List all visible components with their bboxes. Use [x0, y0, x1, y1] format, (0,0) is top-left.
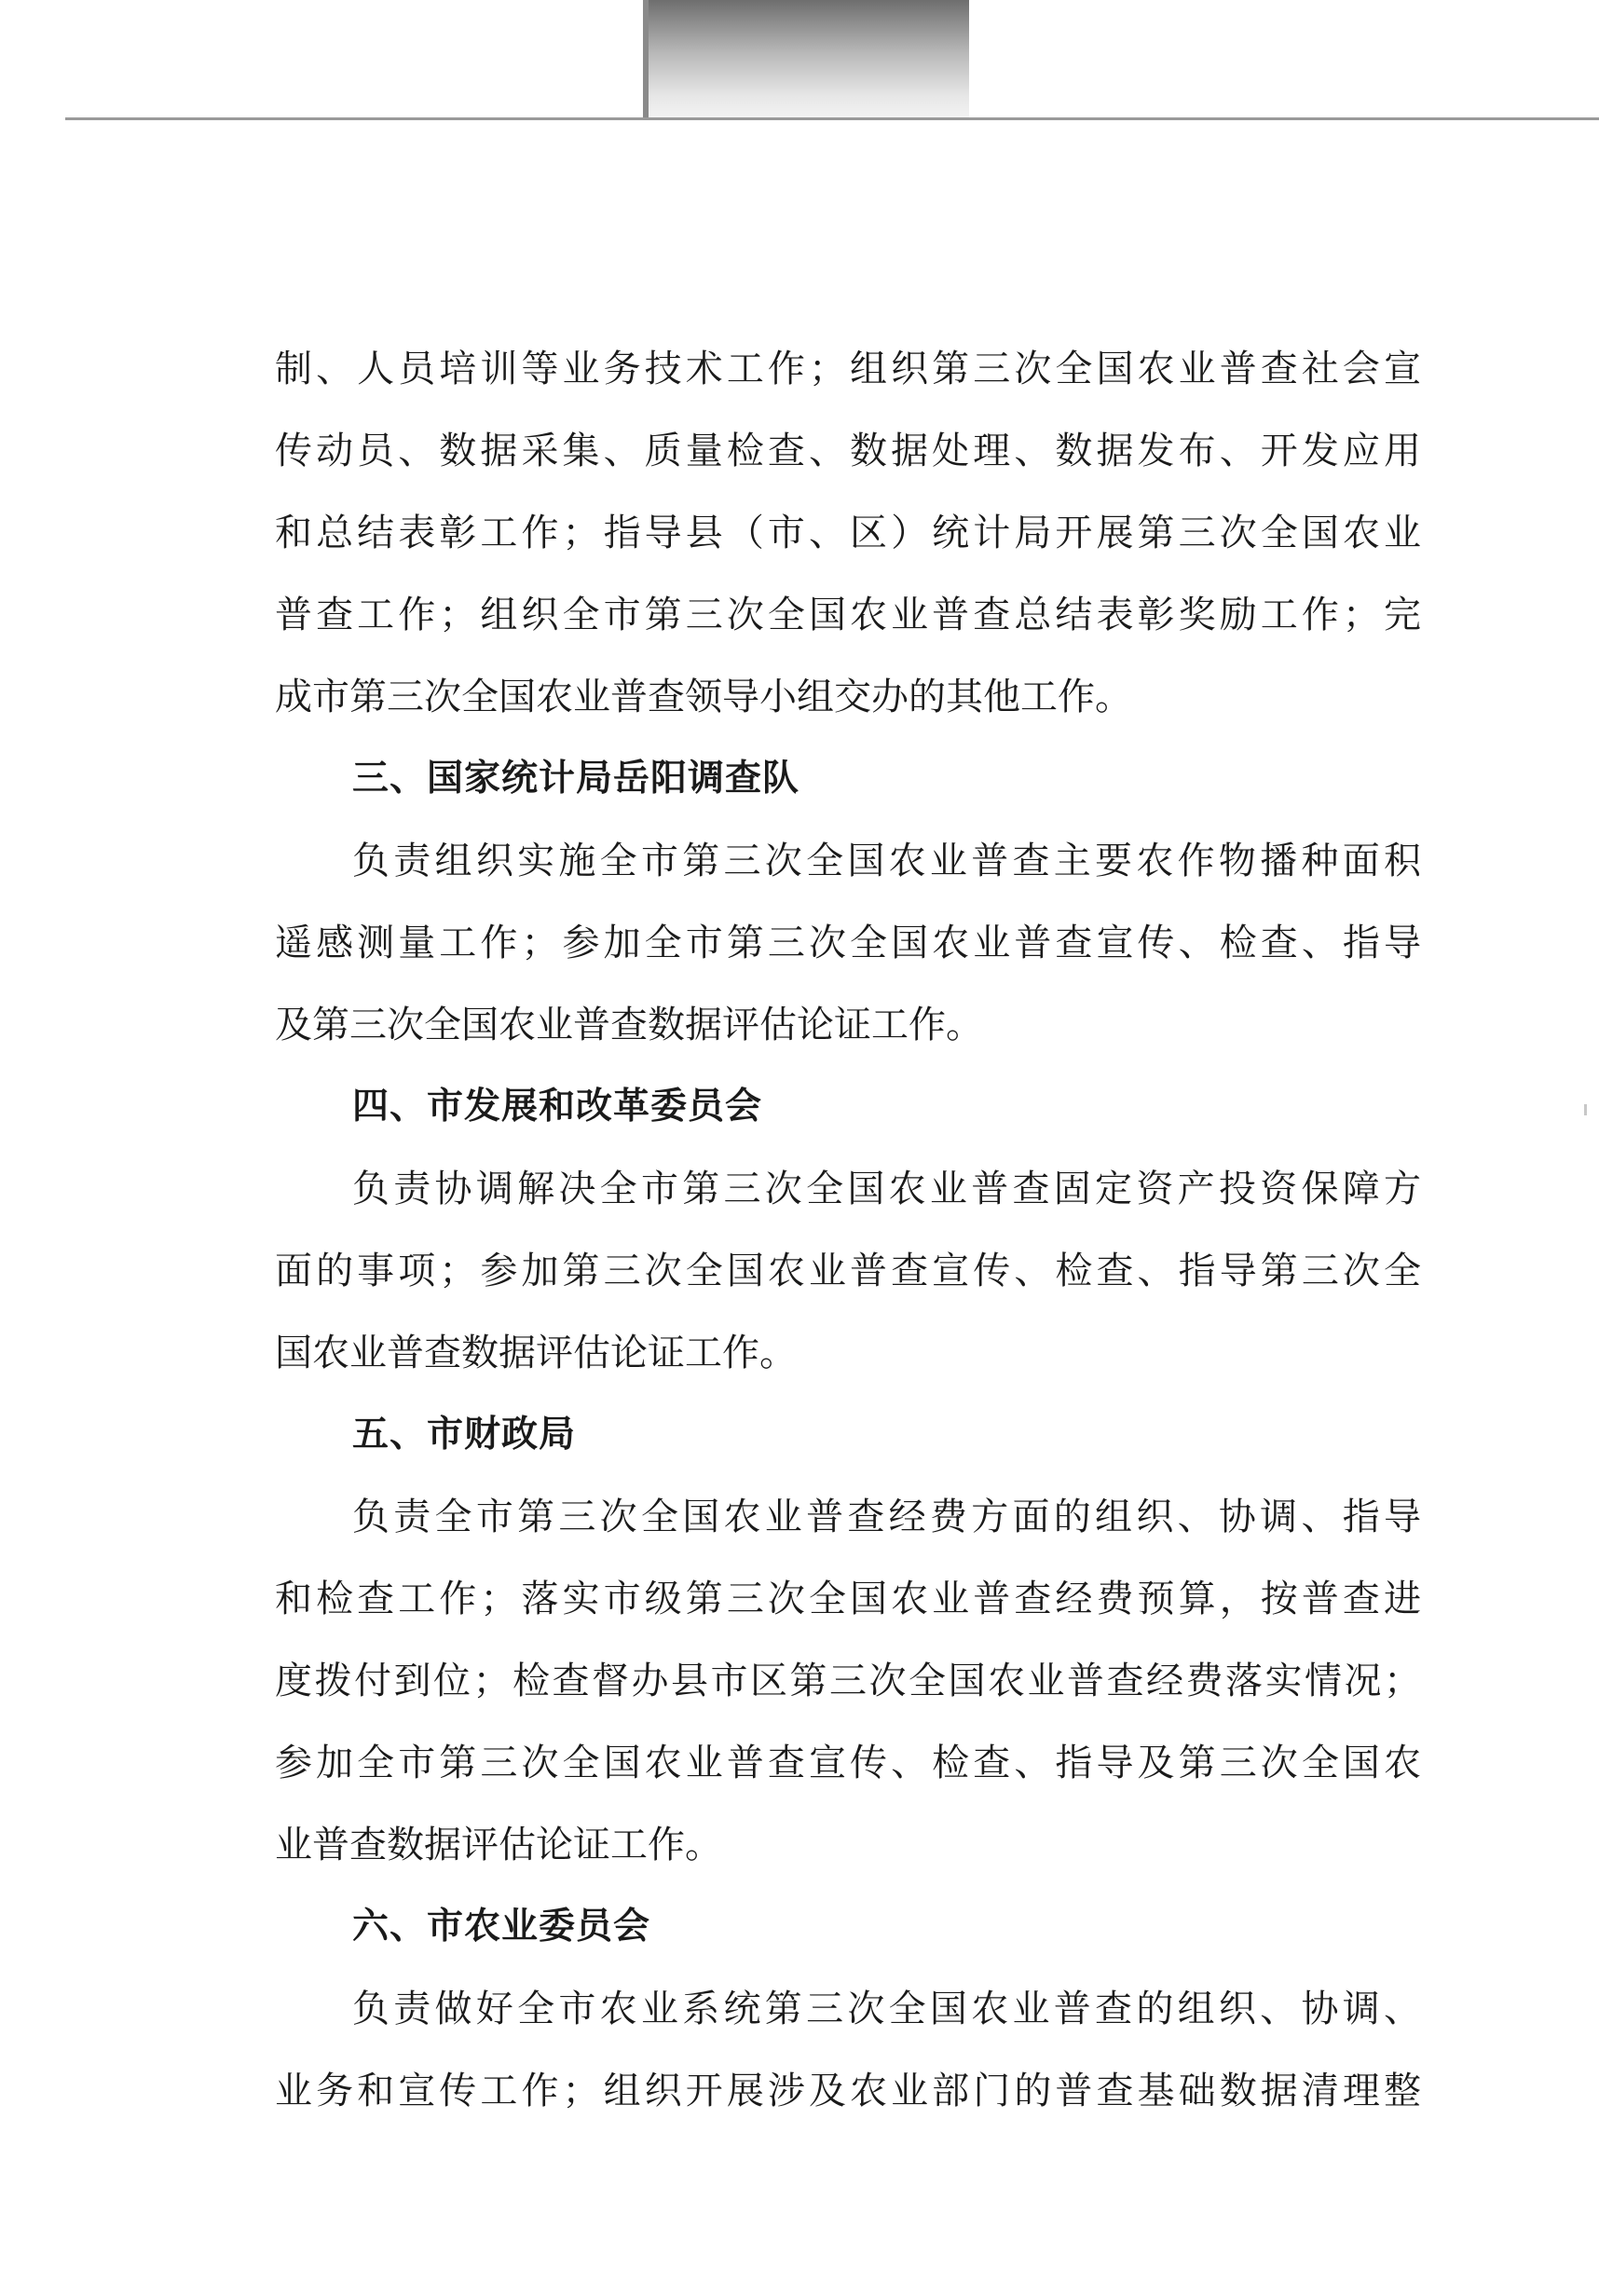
paragraph-1-line-2: 传动员、数据采集、质量检查、数据处理、数据发布、开发应用	[275, 430, 1421, 472]
paragraph-5-line-3: 度拨付到位；检查督办县市区第三次全国农业普查经费落实情况；	[275, 1660, 1421, 1702]
section-3-heading: 三、国家统计局岳阳调查队	[352, 758, 800, 800]
paragraph-3-line-3: 及第三次全国农业普查数据评估论证工作。	[275, 1004, 983, 1046]
paragraph-3-line-1: 负责组织实施全市第三次全国农业普查主要农作物播种面积	[352, 840, 1421, 882]
paragraph-4-line-2: 面的事项；参加第三次全国农业普查宣传、检查、指导第三次全	[275, 1250, 1421, 1292]
paragraph-5-line-5: 业普查数据评估论证工作。	[275, 1824, 722, 1866]
section-4-heading: 四、市发展和改革委员会	[352, 1086, 763, 1128]
paragraph-4-line-1: 负责协调解决全市第三次全国农业普查固定资产投资保障方	[352, 1168, 1421, 1210]
section-6-heading: 六、市农业委员会	[352, 1906, 651, 1948]
section-5-heading: 五、市财政局	[352, 1414, 577, 1456]
paragraph-4-line-3: 国农业普查数据评估论证工作。	[275, 1332, 797, 1374]
paragraph-6-line-2: 业务和宣传工作；组织开展涉及农业部门的普查基础数据清理整	[275, 2070, 1421, 2112]
paragraph-5-line-4: 参加全市第三次全国农业普查宣传、检查、指导及第三次全国农	[275, 1742, 1421, 1784]
paragraph-5-line-2: 和检查工作；落实市级第三次全国农业普查经费预算，按普查进	[275, 1578, 1421, 1620]
paragraph-1-line-3: 和总结表彰工作；指导县（市、区）统计局开展第三次全国农业	[275, 512, 1421, 554]
paragraph-5-line-1: 负责全市第三次全国农业普查经费方面的组织、协调、指导	[352, 1496, 1421, 1538]
paragraph-1-line-1: 制、人员培训等业务技术工作；组织第三次全国农业普查社会宣	[275, 348, 1421, 390]
paragraph-6-line-1: 负责做好全市农业系统第三次全国农业普查的组织、协调、	[352, 1988, 1421, 2030]
paragraph-3-line-2: 遥感测量工作；参加全市第三次全国农业普查宣传、检查、指导	[275, 922, 1421, 964]
paragraph-1-line-5: 成市第三次全国农业普查领导小组交办的其他工作。	[275, 676, 1132, 718]
paragraph-1-line-4: 普查工作；组织全市第三次全国农业普查总结表彰奖励工作；完	[275, 594, 1421, 636]
